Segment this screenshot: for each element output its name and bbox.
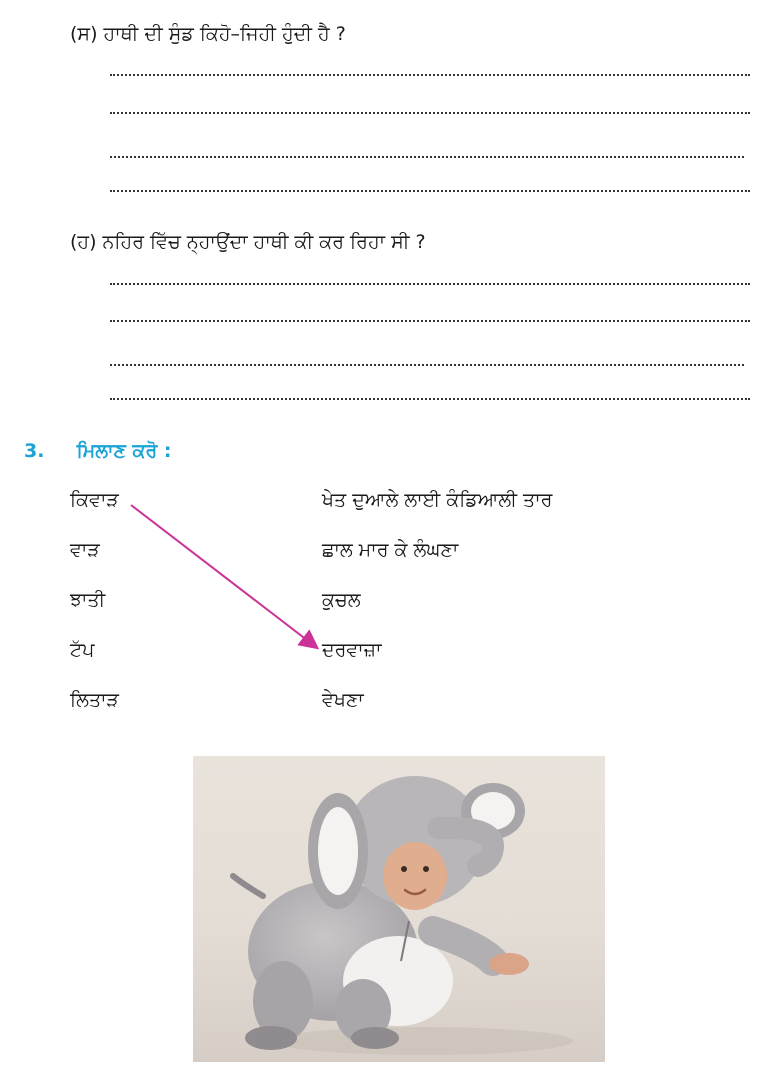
answer-line[interactable] (110, 156, 744, 158)
question-s-label: (ਸ) (70, 23, 98, 45)
answer-line[interactable] (110, 398, 750, 400)
section-title: ਮਿਲਾਣ ਕਰੋ : (76, 440, 172, 462)
answer-line[interactable] (110, 190, 750, 192)
answer-line[interactable] (110, 364, 744, 366)
match-right-item: ਵੇਖਣਾ (322, 689, 364, 711)
question-s-text: ਹਾਥੀ ਦੀ ਸੁੰਡ ਕਿਹੋ–ਜਿਹੀ ਹੁੰਦੀ ਹੈ ? (103, 23, 346, 45)
baby-elephant-costume-photo (193, 756, 605, 1062)
question-h (70, 230, 426, 254)
match-left-item: ਟੱਪ (70, 639, 95, 661)
match-right-item: ਛਾਲ ਮਾਰ ਕੇ ਲੰਘਣਾ (322, 539, 459, 561)
answer-line[interactable] (110, 320, 750, 322)
match-left-item: ਲਿਤਾੜ (70, 689, 119, 711)
answer-line[interactable] (110, 112, 750, 114)
section-heading (24, 440, 171, 462)
question-h-text: ਨਹਿਰ ਵਿੱਚ ਨ੍ਹਾਉਂਦਾ ਹਾਥੀ ਕੀ ਕਰ ਰਿਹਾ ਸੀ ? (102, 231, 426, 253)
question-h-label: (ਹ) (70, 231, 97, 253)
match-right-item: ਕੁਚਲ (322, 589, 361, 611)
section-number: 3. (24, 440, 45, 462)
match-left-item: ਵਾੜ (70, 539, 100, 561)
answer-line[interactable] (110, 283, 750, 285)
answer-line[interactable] (110, 74, 750, 76)
match-left-item: ਝਾਤੀ (70, 589, 106, 611)
question-s (70, 22, 346, 46)
match-right-item: ਦਰਵਾਜ਼ਾ (322, 639, 382, 661)
match-right-item: ਖੇਤ ਦੁਆਲੇ ਲਾਈ ਕੰਡਿਆਲੀ ਤਾਰ (322, 489, 553, 511)
match-left-item: ਕਿਵਾੜ (70, 489, 119, 511)
